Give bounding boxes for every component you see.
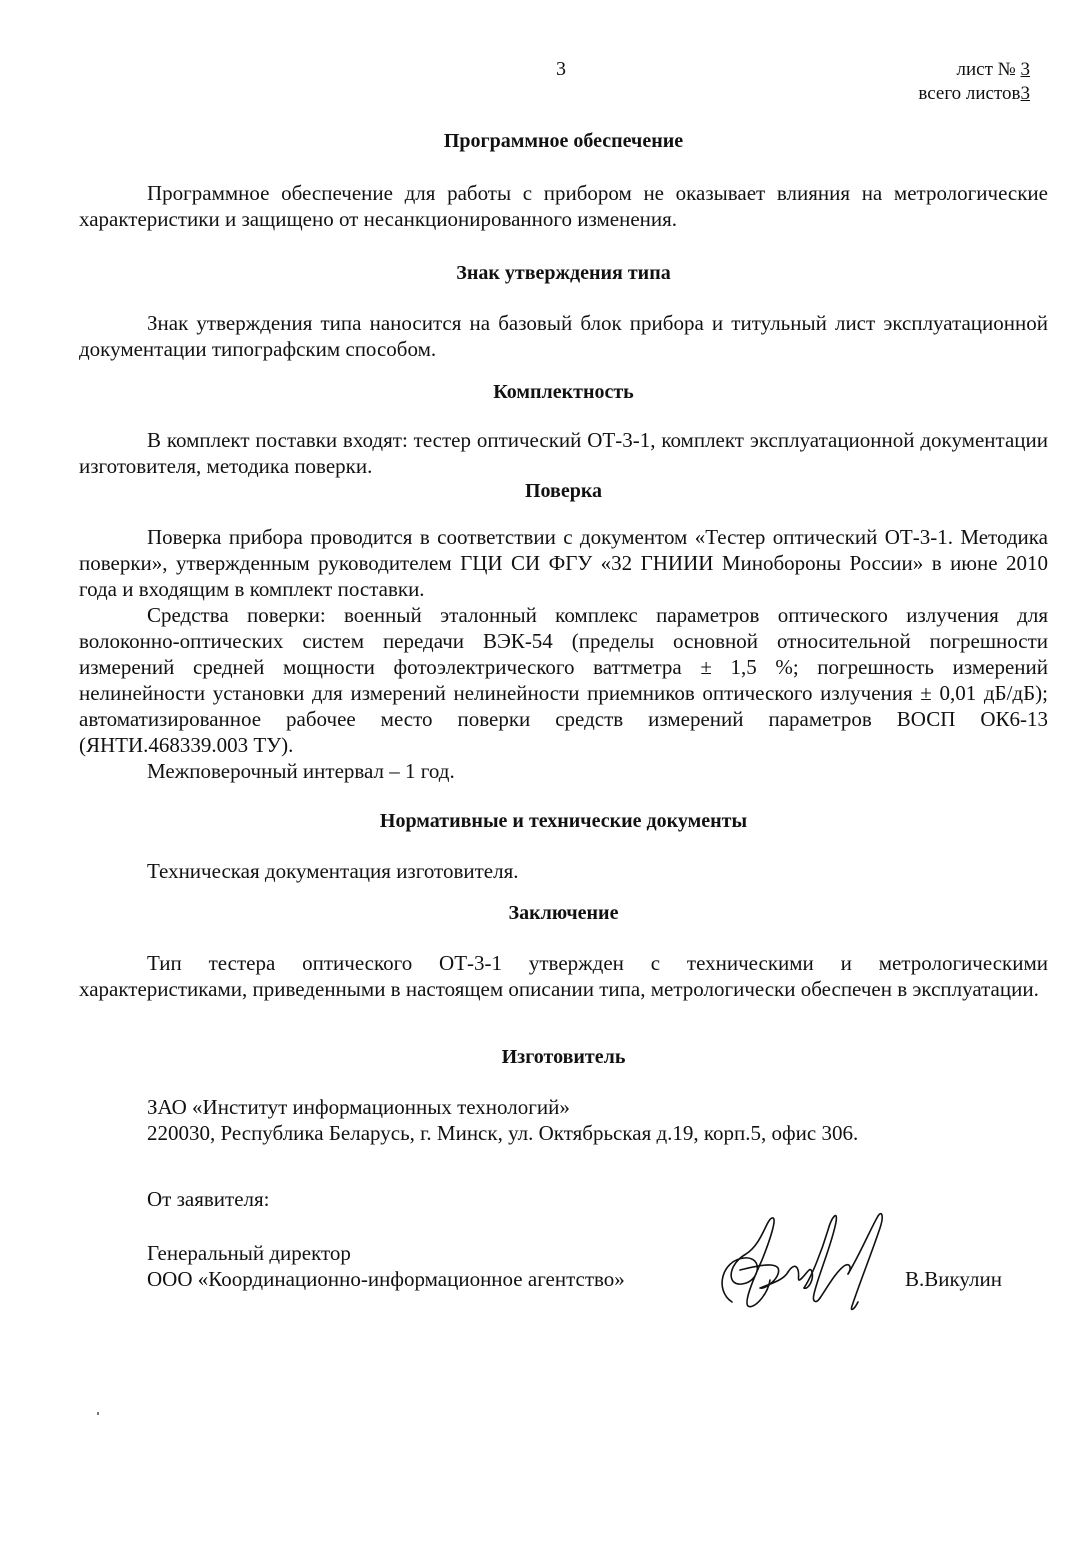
verification-paragraph-2: Средства поверки: военный эталонный комплекс параметров оптического излучения для волоконно-оптических систем передачи ВЭК-54 (пределы основной относительной погрешности измерений средней мощности фотоэлектрического ваттметра ± 1,5 %; погрешность измерений нелинейности установки для измерений нелинейности приемников оптического излучения ± 0,01 дБ/дБ); автоматизированное рабочее место поверки средств измерений параметров ВОСП ОК6-13 (ЯНТИ.468339.003 ТУ). (79, 603, 1048, 757)
signatory-name: В.Викулин (905, 1267, 1002, 1291)
section-title-type-mark: Знак утверждения типа (456, 262, 671, 284)
scan-artifact (97, 1412, 99, 1415)
section-title-manufacturer: Изготовитель (501, 1046, 626, 1068)
section-title-normative-docs: Нормативные и технические документы (379, 810, 748, 832)
handwritten-signature-icon (704, 1210, 904, 1320)
section-manufacturer (79, 1044, 1048, 1146)
verification-paragraph-1: Поверка прибора проводится в соответствии с документом «Тестер оптический ОТ-3-1. Методика поверки», утвержденным руководителем ГЦИ СИ ФГУ «32 ГНИИИ Минобороны России» в июне 2010 года и входящим в комплект поставки. (79, 525, 1048, 601)
sheet-number: 3 (1020, 59, 1030, 80)
total-sheets-line (918, 82, 1030, 106)
completeness-text: В комплект поставки входят: тестер оптический ОТ-3-1, комплект эксплуатационной документации изготовителя, методика поверки. (79, 428, 1048, 478)
section-type-mark (79, 260, 1048, 362)
from-applicant-label: От заявителя: (147, 1187, 270, 1211)
section-verification (79, 478, 1048, 784)
applicant-block (79, 1186, 1048, 1212)
sheet-number-line (918, 58, 1030, 82)
sheet-label: лист № (956, 59, 1016, 80)
total-label: всего листов (918, 83, 1021, 104)
section-software (79, 128, 1048, 232)
software-text: Программное обеспечение для работы с прибором не оказывает влияния на метрологические характеристики и защищено от несанкционированного изменения. (79, 181, 1048, 231)
type-mark-text: Знак утверждения типа наносится на базовый блок прибора и титульный лист эксплуатационной документации типографским способом. (79, 311, 1048, 361)
sheet-info (918, 58, 1030, 106)
manufacturer-address: 220030, Республика Беларусь, г. Минск, ул. Октябрьская д.19, корп.5, офис 306. (147, 1121, 859, 1145)
conclusion-text: Тип тестера оптического ОТ-3-1 утвержден с техническими и метрологическими характеристиками, приведенными в настоящем описании типа, метрологически обеспечен в эксплуатации. (79, 951, 1048, 1001)
signature-block (79, 1240, 1048, 1292)
section-title-software: Программное обеспечение (443, 130, 684, 152)
signatory-organization: ООО «Координационно-информационное агентство» (147, 1267, 625, 1291)
manufacturer-name: ЗАО «Институт информационных технологий» (147, 1095, 570, 1119)
verification-interval: Межповерочный интервал – 1 год. (147, 759, 455, 783)
page-number: 3 (556, 58, 566, 80)
total-number: 3 (1020, 83, 1030, 104)
signatory-position: Генеральный директор (147, 1241, 351, 1265)
section-normative-docs (79, 808, 1048, 884)
normative-docs-text: Техническая документация изготовителя. (147, 859, 519, 883)
section-title-conclusion: Заключение (508, 902, 619, 924)
section-title-completeness: Комплектность (493, 381, 634, 403)
section-title-verification: Поверка (524, 480, 603, 502)
section-conclusion (79, 900, 1048, 1002)
section-completeness (79, 379, 1048, 479)
